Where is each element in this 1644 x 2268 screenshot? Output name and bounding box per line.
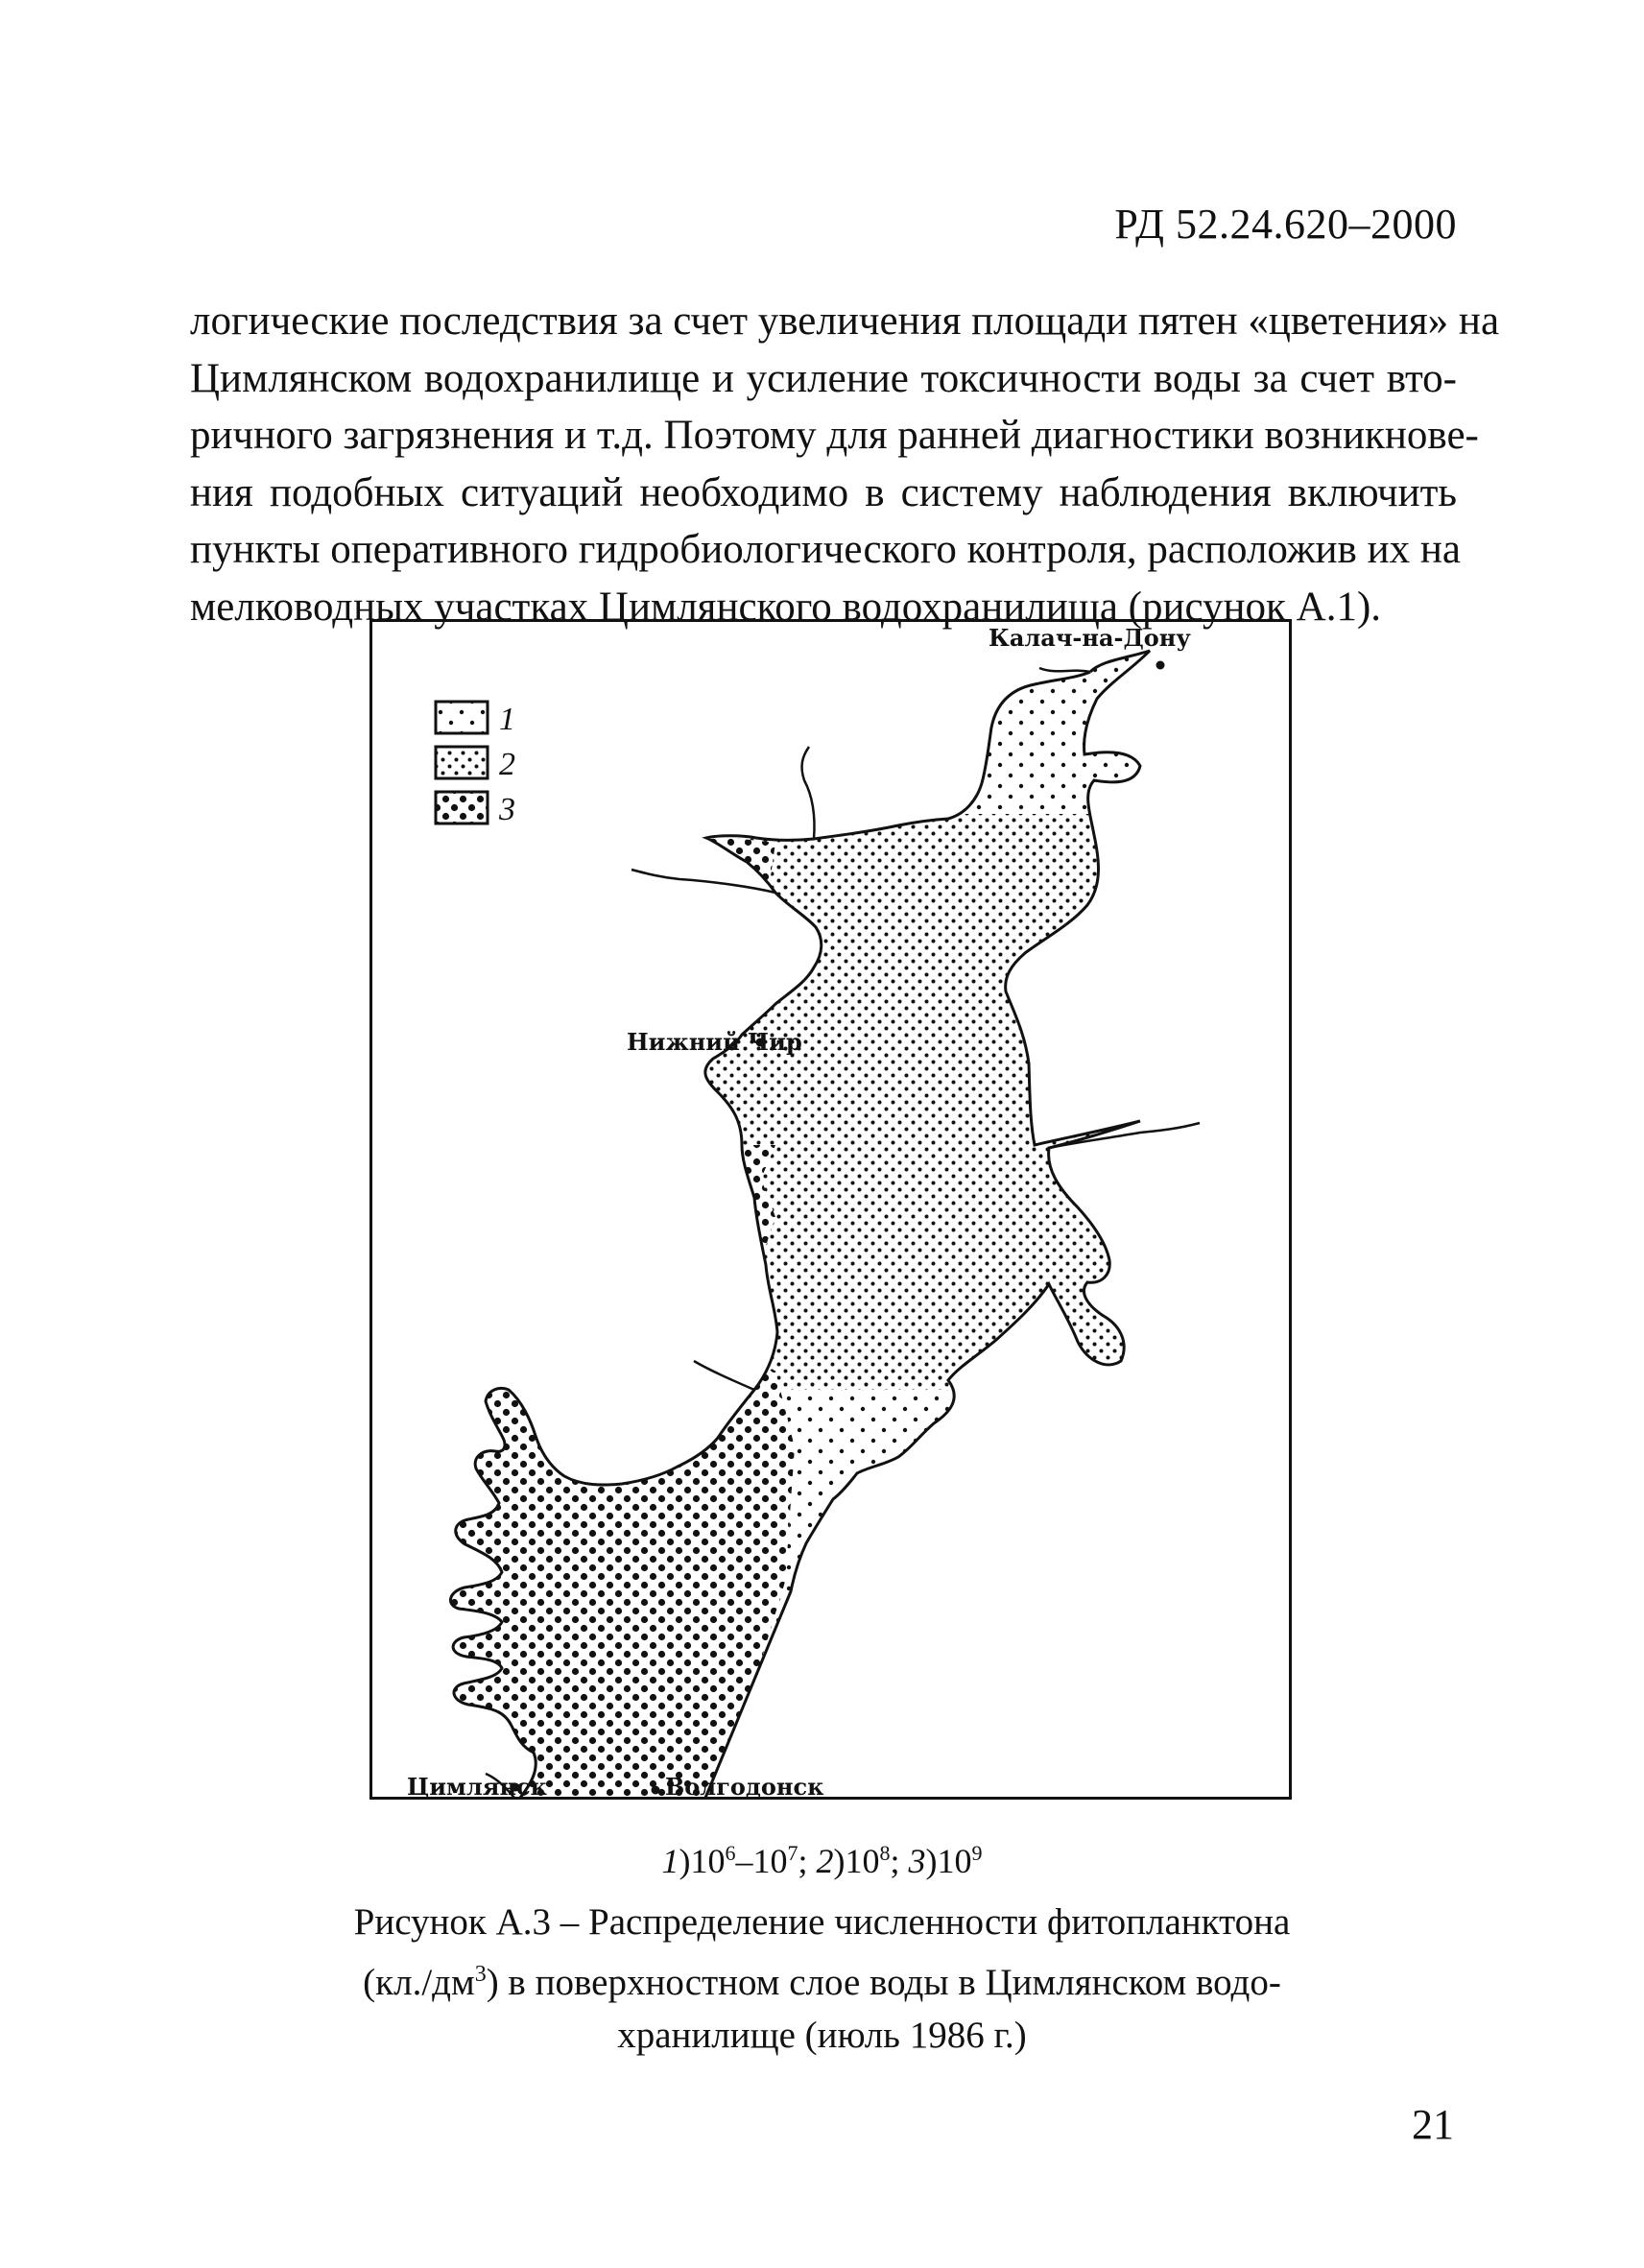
legend-swatch-1 — [436, 702, 488, 733]
legend-swatch-3 — [436, 792, 488, 824]
map-legend — [436, 702, 515, 827]
text-line: логические последствия за счет увеличения площади пятен «цветения» на — [190, 298, 1500, 344]
legend-value: 10 — [937, 1842, 972, 1880]
page-number: 21 — [1412, 2101, 1454, 2148]
body-paragraph — [190, 293, 1500, 635]
legend-dash: – — [735, 1842, 753, 1880]
caption-line-1: Рисунок А.3 – Распределение численности фитопланктона — [353, 1901, 1291, 1943]
text-line: мелководных участках Цимлянского водохранилища (рисунок А.1). — [190, 584, 1382, 630]
label-volgodonsk: Волгодонск — [665, 1773, 824, 1801]
caption-line-3: хранилище (июль 1986 г.) — [617, 2015, 1027, 2056]
river-northeast — [1039, 668, 1090, 672]
legend-paren: ) — [925, 1842, 938, 1880]
legend-separator: ; — [890, 1842, 909, 1880]
zone-level-2-dots — [689, 814, 1140, 1390]
label-tsimlyansk: Цимлянск — [407, 1773, 548, 1801]
legend-number-1: 1 — [499, 702, 515, 737]
legend-exponent: 7 — [787, 1841, 798, 1865]
caption-units: (кл./дм — [363, 1962, 475, 2003]
document-code: РД 52.24.620–2000 — [1114, 201, 1457, 248]
legend-paren: ) — [679, 1842, 691, 1880]
label-kalach-na-donu: Калач-на-Дону — [989, 624, 1191, 652]
legend-exponent: 6 — [725, 1841, 736, 1865]
legend-exponent: 8 — [879, 1841, 891, 1865]
settlement-marker-kalach — [1156, 661, 1165, 670]
legend-separator: ; — [798, 1842, 817, 1880]
legend-swatch-2 — [436, 747, 488, 778]
label-nizhniy-chir: Нижний Чир — [627, 1028, 802, 1056]
text-line: ния подобных ситуаций необходимо в систему наблюдения включить — [190, 469, 1457, 515]
zone-level-3-dots — [372, 833, 795, 1800]
text-line: Цимлянском водохранилище и усиление токсичности воды за счет вто- — [190, 355, 1457, 401]
legend-item-number: 3 — [908, 1842, 926, 1880]
text-line: пункты оперативного гидробиологического контроля, расположив их на — [190, 527, 1461, 572]
legend-value: 10 — [845, 1842, 880, 1880]
reservoir-map-figure — [369, 619, 1292, 1800]
reservoir-map — [372, 622, 1292, 1800]
figure-caption — [0, 1896, 1644, 2062]
text-line: ричного загрязнения и т.д. Поэтому для ранней диагностики возникнове- — [190, 413, 1479, 458]
river-west-3 — [694, 1361, 754, 1390]
river-west-2 — [802, 747, 815, 839]
legend-item-number: 2 — [816, 1842, 834, 1880]
river-west-1 — [631, 870, 775, 893]
legend-number-3: 3 — [499, 792, 515, 827]
caption-line-2-rest: ) в поверхностном слое воды в Цимлянском водо- — [486, 1962, 1281, 2003]
caption-line-2 — [0, 1948, 1644, 2009]
legend-paren: ) — [833, 1842, 846, 1880]
legend-number-2: 2 — [499, 747, 515, 782]
legend-value: 10 — [752, 1842, 788, 1880]
legend-exponent: 9 — [971, 1841, 983, 1865]
caption-units-exponent: 3 — [474, 1962, 487, 1987]
figure-legend-explanation — [0, 1841, 1644, 1881]
settlement-marker-volgodonsk — [652, 1786, 660, 1795]
legend-item-number: 1 — [661, 1842, 679, 1880]
legend-value: 10 — [690, 1842, 726, 1880]
